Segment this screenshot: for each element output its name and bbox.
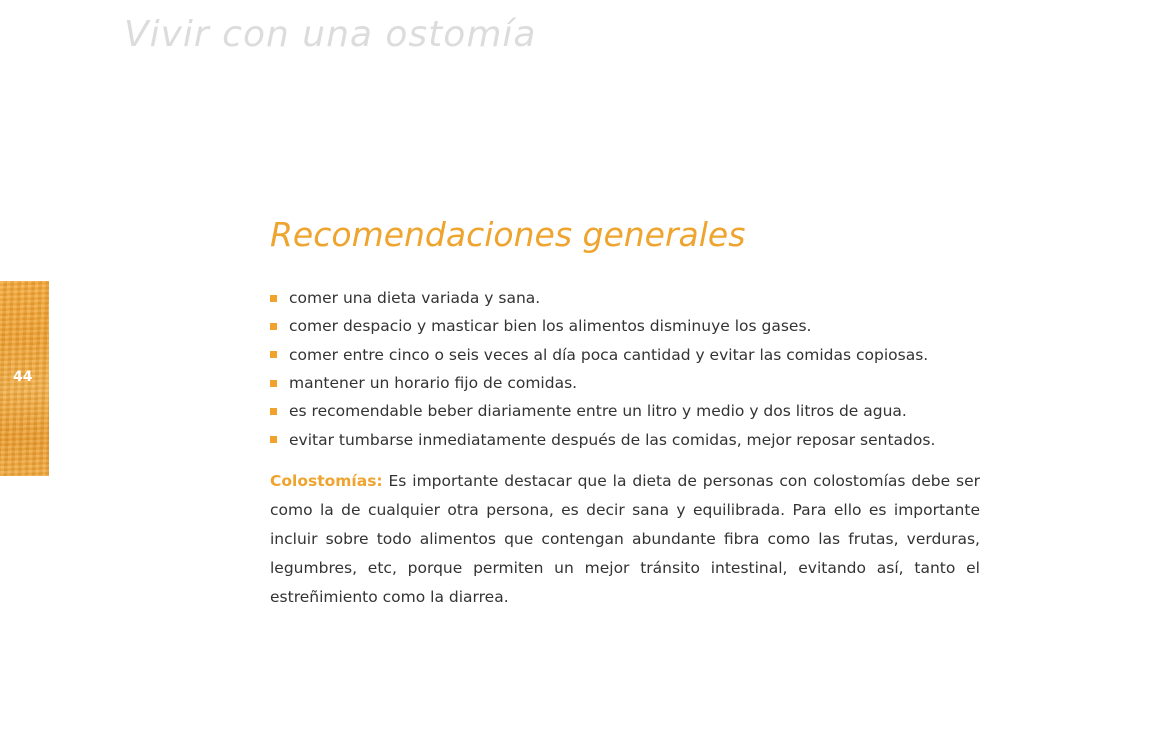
paragraph-body: Es importante destacar que la dieta de personas con colostomías debe ser como la de cualquier otra persona, es decir sana y equilibrada. Para ello es importante incluir sobre todo alimentos que contengan abundante fibra como las frutas, verduras, legumbres, etc, porque permiten un mejor tránsito intestinal, evitando así, tanto el estreñimiento como la diarrea. — [270, 472, 980, 606]
list-item-text: comer despacio y masticar bien los alimentos disminuye los gases. — [289, 317, 812, 336]
running-head-title: Vivir con una ostomía — [124, 14, 537, 55]
square-bullet-icon — [270, 323, 277, 330]
list-item-text: comer entre cinco o seis veces al día poca cantidad y evitar las comidas copiosas. — [289, 345, 929, 364]
list-item — [270, 341, 990, 369]
square-bullet-icon — [270, 295, 277, 302]
page-number: 44 — [13, 369, 33, 385]
list-item-text: es recomendable beber diariamente entre un litro y medio y dos litros de agua. — [289, 402, 907, 421]
list-item — [270, 312, 990, 340]
square-bullet-icon — [270, 408, 277, 415]
paragraph-lead: Colostomías: — [270, 472, 383, 490]
colostomy-paragraph — [270, 467, 980, 612]
page-number-tab — [0, 281, 49, 476]
section-title: Recomendaciones generales — [270, 215, 746, 254]
list-item — [270, 369, 990, 397]
list-item-text: mantener un horario fijo de comidas. — [289, 374, 578, 393]
list-item-text: comer una dieta variada y sana. — [289, 289, 541, 308]
list-item — [270, 397, 990, 425]
list-item-text: evitar tumbarse inmediatamente después de las comidas, mejor reposar sentados. — [289, 430, 936, 449]
list-item — [270, 425, 990, 453]
square-bullet-icon — [270, 351, 277, 358]
square-bullet-icon — [270, 380, 277, 387]
list-item — [270, 284, 990, 312]
square-bullet-icon — [270, 436, 277, 443]
recommendations-list — [270, 284, 990, 454]
